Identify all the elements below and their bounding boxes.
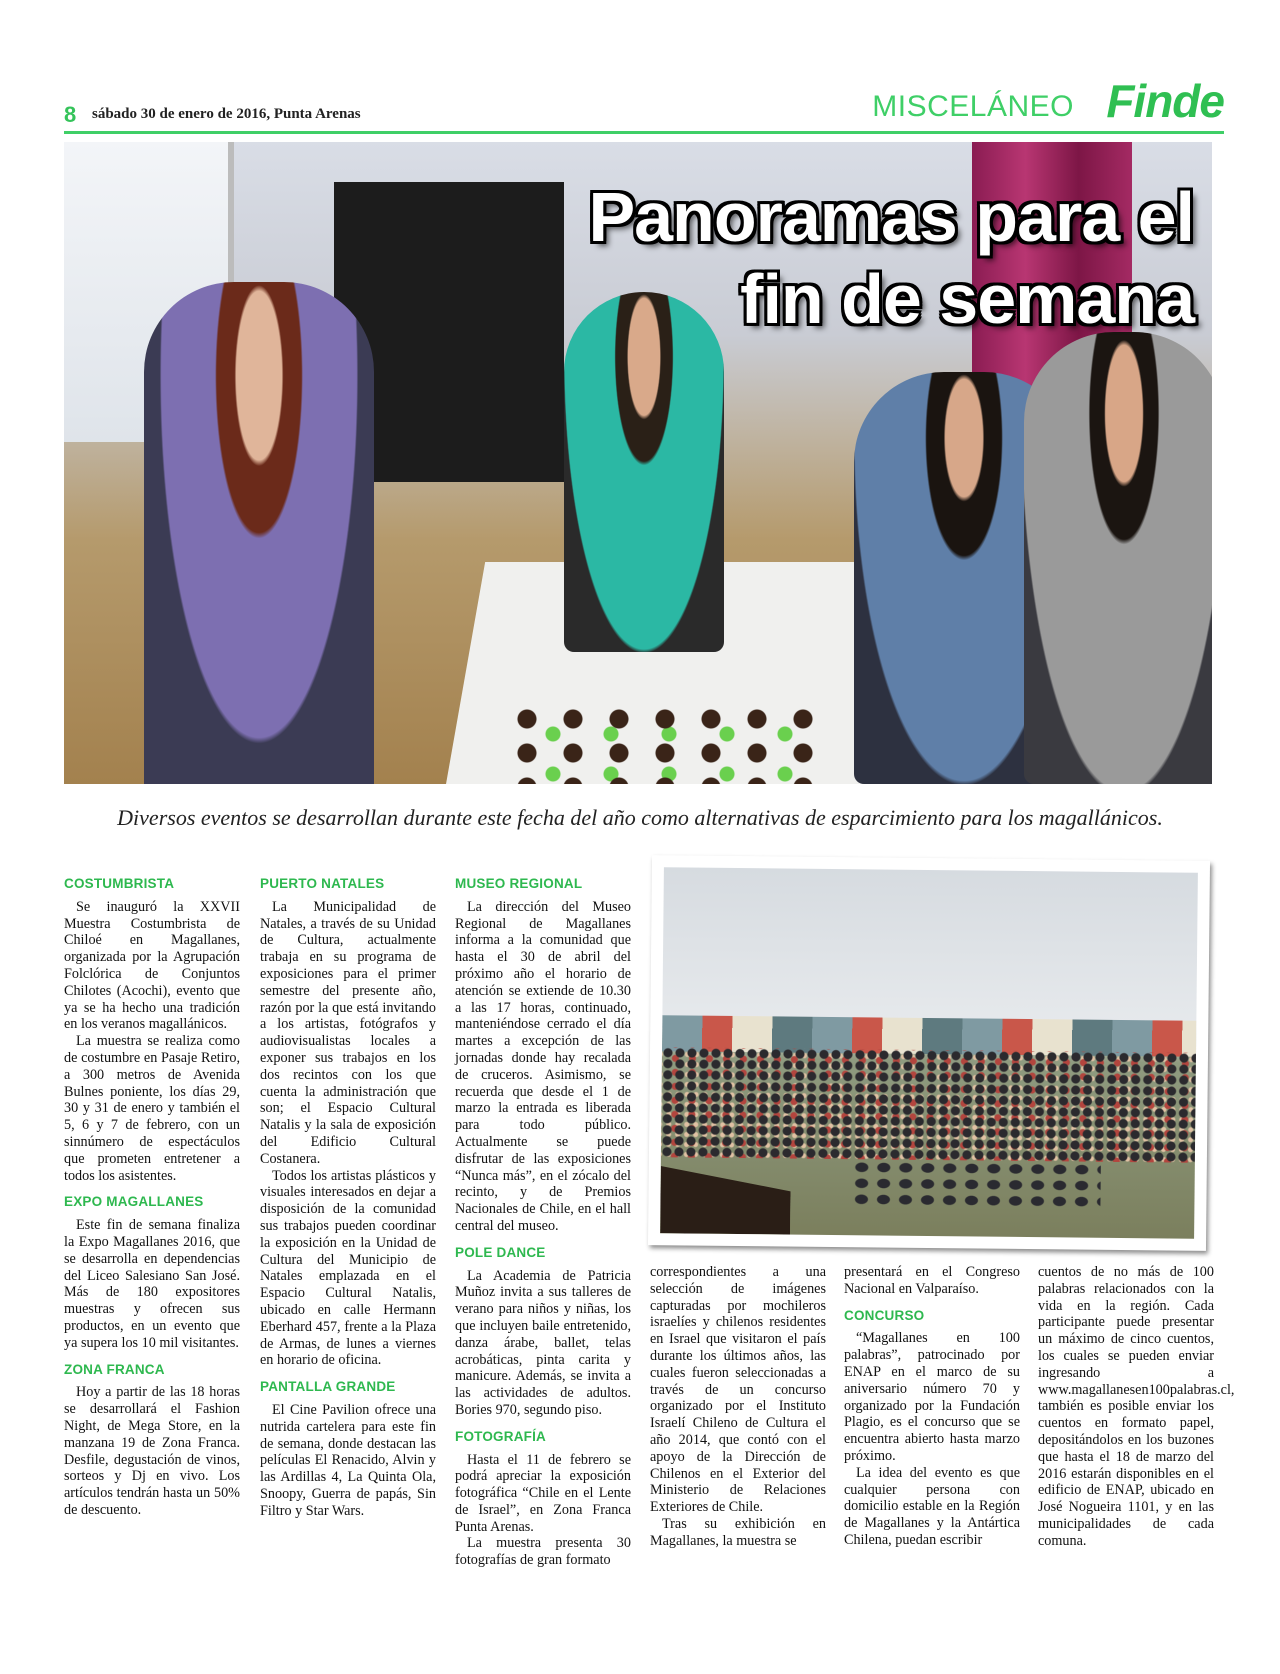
foto-cont-p1: correspondientes a una selección de imágenes capturadas por mochileros israelíes y chilenos residentes en Israel que visitaron el país durante los últimos años, las cuales fueron seleccionadas a través de un concurso organizado por el Instituto Israelí Chileno de Cultura el año 2014, que contó con el apoyo de la Dirección de Chilenos en el Exterior del Ministerio de Relaciones Exteriores de Chile. (650, 1264, 826, 1516)
page-header (64, 72, 1224, 132)
expo-p1: Este fin de semana finaliza la Expo Magallanes 2016, que se desarrolla en dependencias del Liceo Salesiano San José. Más de 180 expositores muestras y ofrecen sus productos, en un evento que ya supera los 10 mil visitantes. (64, 1217, 240, 1351)
foto-p1: Hasta el 11 de febrero se podrá apreciar la exposición fotográfica “Chile en el Lente de Israel”, en Zona Franca Punta Arenas. (455, 1451, 631, 1535)
heading-zona-franca: ZONA FRANCA (64, 1361, 165, 1377)
heading-concurso: CONCURSO (844, 1307, 925, 1323)
photo-crowd (661, 1047, 1196, 1163)
column-5 (844, 1264, 1020, 1549)
photo-person-grey (1024, 332, 1212, 784)
header-rule (64, 131, 1224, 134)
photo-person-teal (564, 292, 724, 652)
headline-line-1: Panoramas para el (588, 178, 1194, 256)
concurso-p1: “Magallanes en 100 palabras”, patrocinado por ENAP en el marco de su aniversario número 70 y organizado por la Fundación Plagio, es el concurso que se encuentra abierto hasta marzo próximo. (844, 1330, 1020, 1464)
column-2 (260, 876, 436, 1519)
pantalla-p1: El Cine Pavilion ofrece una nutrida cartelera para este fin de semana, donde destacan las películas El Renacido, Alvin y las Ardillas 4, La Quinta Ola, Snoopy, Guerra de papás, Sin Filtro y Star Wars. (260, 1401, 436, 1519)
natales-p1: La Municipalidad de Natales, a través de su Unidad de Cultura, actualmente trabaja en su programa de exposiciones para el primer semestre del presente año, razón por la que está invitando a los artistas, fotógrafos y audiovisualistas locales a exponer sus trabajos en los dos recintos con los que cuenta la administración que son; el Espacio Cultural Natalis y la sala de exposición del Edificio Cultural Costanera. (260, 898, 436, 1167)
dateline: sábado 30 de enero de 2016, Punta Arenas (92, 106, 361, 122)
pole-p1: La Academia de Patricia Muñoz invita a sus talleres de verano para niños y niñas, los que incluyen baile entretenido, danza árabe, ballet, telas acrobáticas, pinta carita y manicure. Además, se invita a las actividades de adultos. Bories 970, segundo piso. (455, 1267, 631, 1418)
costumbrista-p1: Se inauguró la XXVII Muestra Costumbrista de Chiloé en Magallanes, organizada por la Agrupación Folclórica de Conjuntos Chilotes (Acochi), evento que ya se ha hecho una tradición en los veranos magallánicos. (64, 898, 240, 1033)
heading-expo: EXPO MAGALLANES (64, 1194, 204, 1210)
crowd-photo-image (660, 867, 1198, 1239)
photo-products (504, 702, 824, 784)
column-1 (64, 876, 240, 1519)
crowd-photo (648, 855, 1210, 1251)
foto-p2: La muestra presenta 30 fotografías de gran formato (455, 1535, 631, 1569)
museo-p1: La dirección del Museo Regional de Magallanes informa a la comunidad que hasta el 30 de abril del próximo año el horario de atención se extiende de 10.30 a las 17 horas, continuado, manteniéndose cerrado el día martes a excepción de las jornadas donde hay recalada de cruceros. Asimismo, se recuerda que desde el 1 de marzo la entrada es liberada para todo público. Actualmente se puede disfrutar de las exposiciones “Nunca más”, en el zócalo del recinto, y de Premios Nacionales de Chile, en el hall central del museo. (455, 898, 631, 1234)
photo-person-woman (144, 282, 374, 784)
concurso-p2: La idea del evento es que cualquier persona con domicilio estable en la Región de Magallanes y la Antártica Chilena, puedan escribir (844, 1464, 1020, 1548)
column-6 (1038, 1264, 1235, 1550)
page-number: 8 (64, 102, 77, 127)
concurso-pre: presentará en el Congreso Nacional en Valparaíso. (844, 1264, 1020, 1297)
column-3 (455, 876, 631, 1569)
heading-museo: MUSEO REGIONAL (455, 876, 583, 891)
section-name: MISCELÁNEO (872, 90, 1074, 123)
heading-fotografia: FOTOGRAFÍA (455, 1428, 546, 1444)
column-4 (650, 1264, 826, 1550)
foto-cont-p2: Tras su exhibición en Magallanes, la muestra se (650, 1515, 826, 1549)
zona-p1: Hoy a partir de las 18 horas se desarrollará el Fashion Night, de Mega Store, en la manzana 19 de Zona Franca. Desfile, degustación de vinos, sorteos y Dj en vivo. Los artículos tendrán hasta un 50% de descuento. (64, 1384, 240, 1518)
photo-seated-people (850, 1159, 1101, 1212)
costumbrista-p2: La muestra se realiza como de costumbre en Pasaje Retiro, a 300 metros de Avenida Bulnes poniente, los días 29, 30 y 31 de enero y también el 5, 6 y 7 de febrero, con un sinnúmero de espectáculos que prometen entretener a todos los asistentes. (64, 1033, 240, 1184)
headline (434, 176, 1194, 340)
natales-p2: Todos los artistas plásticos y visuales interesados en dejar a disposición de la comunidad sus trabajos pueden coordinar la exposición en la Unidad de Cultura del Municipio de Natales emplazada en el Espacio Cultural Natalis, ubicado en calle Hermann Eberhard 457, frente a la Plaza de Armas, de lunes a viernes en horario de oficina. (260, 1167, 436, 1369)
heading-pantalla: PANTALLA GRANDE (260, 1379, 396, 1395)
heading-pole-dance: POLE DANCE (455, 1244, 546, 1260)
headline-line-2: fin de semana (740, 260, 1194, 338)
heading-costumbrista: COSTUMBRISTA (64, 876, 175, 891)
concurso-cont-p1: cuentos de no más de 100 palabras relacionados con la vida en la región. Cada participante puede presentar un máximo de cinco cuentos, los cuales se pueden enviar ingresando a www.magallanesen100palabras.cl, también es posible enviar los cuentos en formato papel, depositándolos en los buzones que hasta el 18 de marzo del 2016 estarán disponibles en el edificio de ENAP, ubicado en José Nogueira 1101, y en las municipalidades de cada comuna. (1038, 1264, 1235, 1549)
heading-natales: PUERTO NATALES (260, 876, 385, 891)
hero-photo (64, 142, 1212, 784)
photo-caption: Diversos eventos se desarrollan durante este fecha del año como alternativas de esparcimiento para los magallánicos. (117, 805, 1163, 830)
brand-logo: Finde (1106, 75, 1224, 127)
